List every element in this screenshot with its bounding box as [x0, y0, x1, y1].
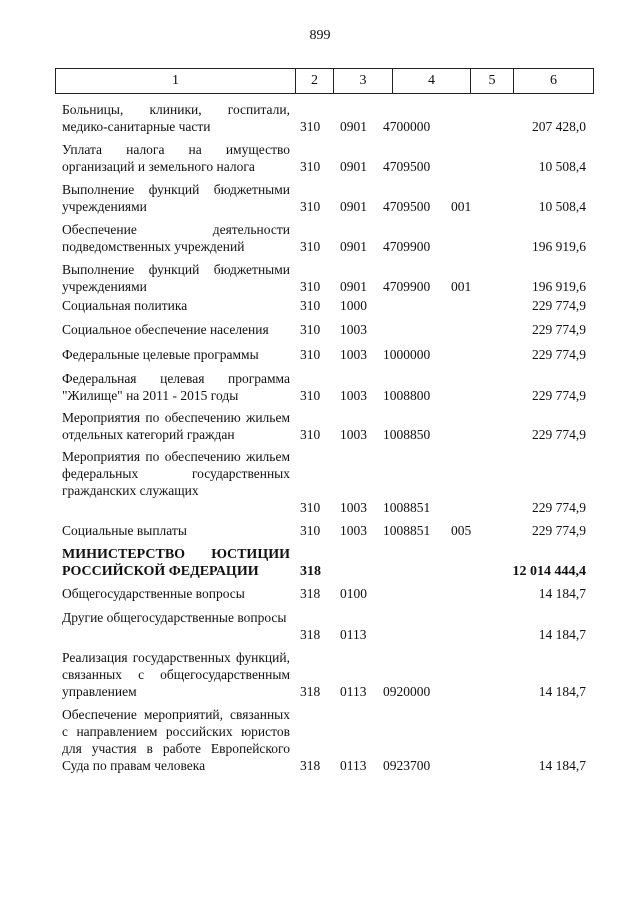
header-col-1: 1: [56, 69, 296, 93]
row-col-4: 1008800: [383, 388, 431, 403]
row-description: Общегосударственные вопросы: [62, 586, 245, 601]
row-col-2: 310: [300, 199, 321, 214]
row-col-2: 310: [300, 279, 321, 294]
row-col-6: 14 184,7: [538, 586, 586, 601]
row-col-6: 229 774,9: [532, 523, 586, 538]
row-col-2: 318: [300, 564, 321, 579]
header-col-3: 3: [334, 69, 393, 93]
row-col-4: 4709900: [383, 279, 431, 294]
row-col-4: 1000000: [383, 347, 431, 362]
row-col-3: 0901: [340, 119, 367, 134]
row-col-5: 001: [451, 279, 472, 294]
row-col-3: 0113: [340, 627, 367, 642]
row-col-2: 310: [300, 427, 321, 442]
row-description: Мероприятия по обеспечению жильем отдельных категорий граждан: [62, 410, 290, 442]
row-description: Федеральные целевые программы: [62, 347, 259, 362]
row-col-4: 4700000: [383, 119, 431, 134]
row-description: МИНИСТЕРСТВО ЮСТИЦИИ РОССИЙСКОЙ ФЕДЕРАЦИИ: [62, 547, 290, 579]
row-col-6: 229 774,9: [532, 500, 586, 515]
row-col-2: 318: [300, 627, 321, 642]
row-col-3: 1003: [340, 500, 367, 515]
row-col-3: 0901: [340, 279, 367, 294]
row-description: Социальные выплаты: [62, 523, 187, 538]
header-col-4: 4: [393, 69, 471, 93]
row-col-4: 0920000: [383, 684, 431, 699]
row-col-3: 0113: [340, 684, 367, 699]
row-description: Выполнение функций бюджетными учреждениями: [62, 262, 290, 294]
row-description: Федеральная целевая программа "Жилище" на 2011 - 2015 годы: [62, 371, 290, 403]
row-col-3: 1003: [340, 523, 367, 538]
row-col-4: 1008851: [383, 500, 431, 515]
row-col-6: 229 774,9: [532, 322, 586, 337]
row-col-4: 1008851: [383, 523, 431, 538]
row-col-2: 310: [300, 159, 321, 174]
row-col-6: 10 508,4: [538, 199, 586, 214]
row-description: Реализация государственных функций, связанных с общегосударственным управлением: [62, 650, 290, 699]
row-description: Другие общегосударственные вопросы: [62, 610, 287, 625]
row-col-6: 196 919,6: [532, 279, 586, 294]
row-col-4: 4709500: [383, 199, 431, 214]
row-col-2: 318: [300, 684, 321, 699]
row-col-5: 005: [451, 523, 472, 538]
row-col-2: 310: [300, 388, 321, 403]
row-col-2: 310: [300, 239, 321, 254]
row-col-3: 1003: [340, 322, 367, 337]
row-col-3: 1000: [340, 298, 367, 313]
row-col-3: 0113: [340, 758, 367, 773]
row-col-4: 4709500: [383, 159, 431, 174]
row-col-3: 1003: [340, 388, 367, 403]
row-col-6: 229 774,9: [532, 298, 586, 313]
row-col-2: 310: [300, 523, 321, 538]
row-col-2: 310: [300, 322, 321, 337]
row-col-2: 318: [300, 586, 321, 601]
header-col-5: 5: [471, 69, 514, 93]
row-col-3: 0100: [340, 586, 367, 601]
row-col-4: 1008850: [383, 427, 431, 442]
header-col-2: 2: [296, 69, 334, 93]
row-col-3: 0901: [340, 159, 367, 174]
row-col-2: 310: [300, 500, 321, 515]
row-description: Уплата налога на имущество организаций и земельного налога: [62, 142, 290, 174]
row-col-3: 1003: [340, 347, 367, 362]
row-col-6: 229 774,9: [532, 427, 586, 442]
row-col-3: 0901: [340, 239, 367, 254]
row-col-6: 14 184,7: [538, 758, 586, 773]
row-description: Обеспечение мероприятий, связанных с направлением российских юристов для участия в работе Европейского Суда по правам человека: [62, 707, 290, 773]
page-number: 899: [309, 28, 331, 43]
header-col-6: 6: [550, 73, 557, 88]
row-col-4: 4709900: [383, 239, 431, 254]
row-col-6: 207 428,0: [532, 119, 586, 134]
row-col-6: 10 508,4: [538, 159, 586, 174]
row-description: Больницы, клиники, госпитали, медико-санитарные части: [62, 102, 290, 134]
row-description: Социальное обеспечение населения: [62, 322, 269, 337]
row-col-2: 310: [300, 347, 321, 362]
row-col-2: 310: [300, 119, 321, 134]
table-header: [55, 68, 594, 94]
row-description: Выполнение функций бюджетными учреждениями: [62, 182, 290, 214]
row-col-3: 1003: [340, 427, 367, 442]
row-col-6: 229 774,9: [532, 347, 586, 362]
row-description: Мероприятия по обеспечению жильем федеральных государственных гражданских служащих: [62, 449, 290, 498]
row-description: Обеспечение деятельности подведомственных учреждений: [62, 222, 290, 254]
row-col-5: 001: [451, 199, 472, 214]
row-description: Социальная политика: [62, 298, 188, 313]
row-col-6: 14 184,7: [538, 684, 586, 699]
row-col-3: 0901: [340, 199, 367, 214]
row-col-4: 0923700: [383, 758, 431, 773]
row-col-6: 12 014 444,4: [512, 564, 586, 579]
row-col-2: 318: [300, 758, 321, 773]
row-col-6: 196 919,6: [532, 239, 586, 254]
row-col-2: 310: [300, 298, 321, 313]
row-col-6: 229 774,9: [532, 388, 586, 403]
row-col-6: 14 184,7: [538, 627, 586, 642]
